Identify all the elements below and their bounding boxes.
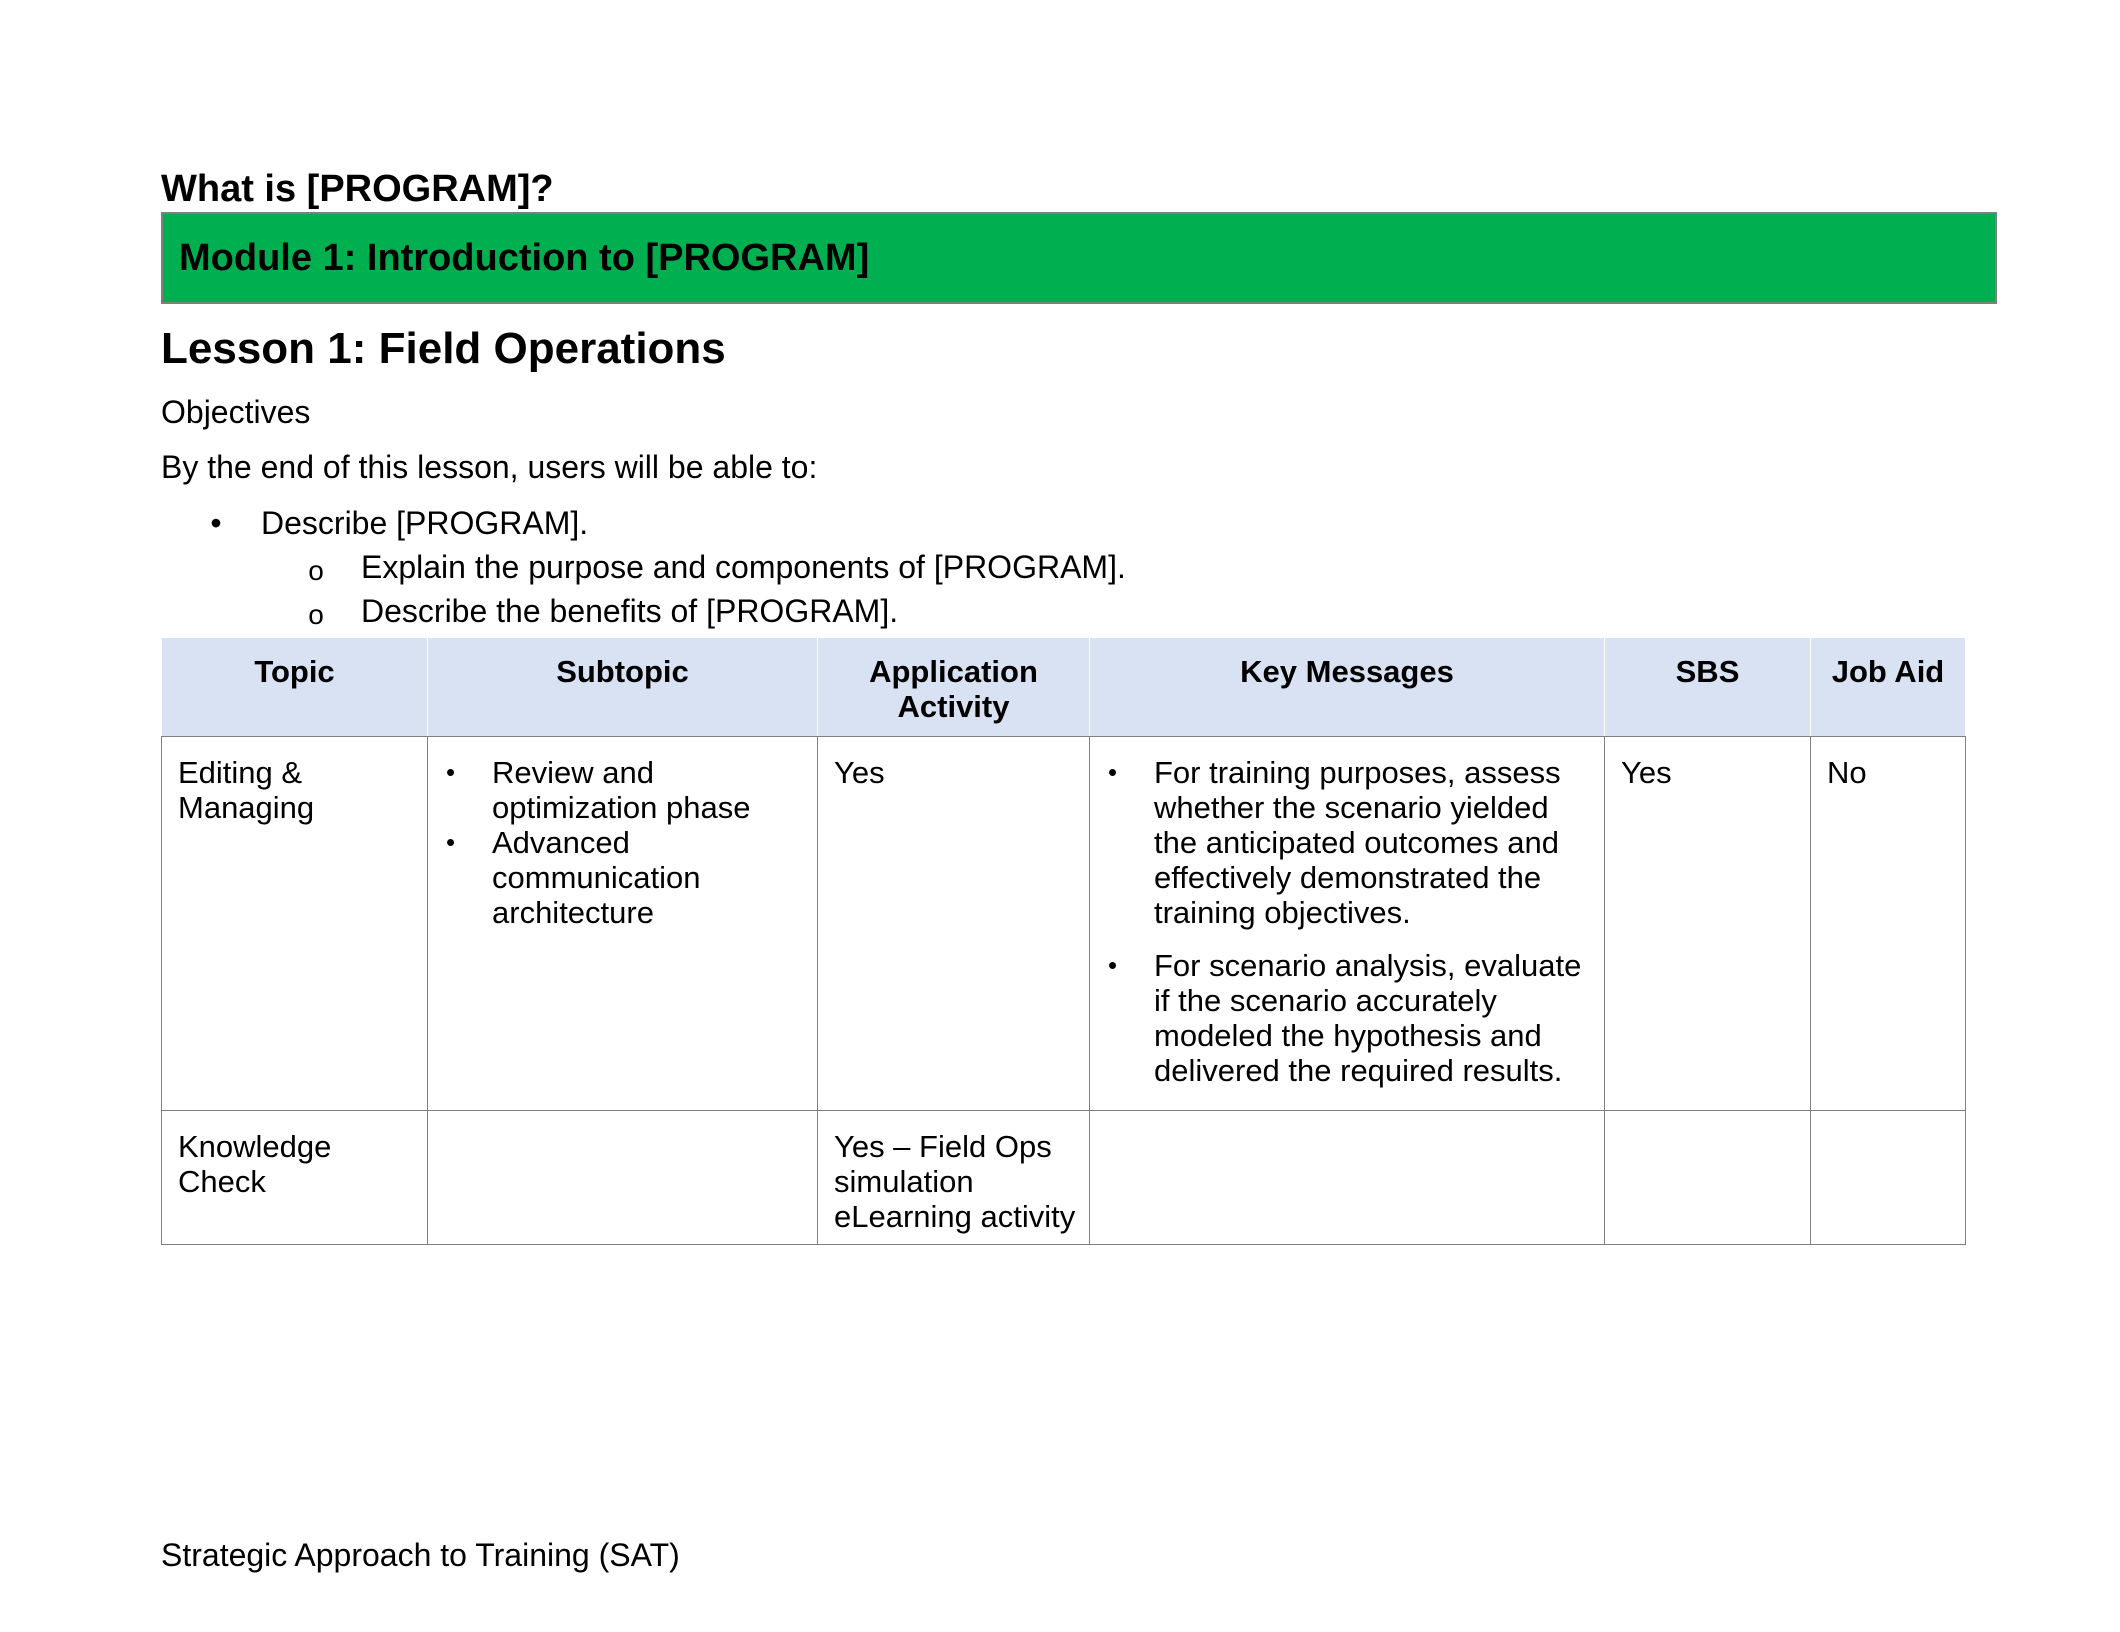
subtopic-list <box>442 755 803 930</box>
cell-topic: Editing & Managing <box>162 736 428 1110</box>
subtopic-item: • Review and optimization phase <box>492 755 803 825</box>
sub-bullet-marker: o <box>308 555 324 586</box>
cell-application-activity: Yes <box>818 736 1090 1110</box>
subtopic-item: • Advanced communication architecture <box>492 825 803 930</box>
lesson-title: Lesson 1: Field Operations <box>161 324 726 373</box>
objectives-intro: By the end of this lesson, users will be able to: <box>161 449 818 485</box>
header-application-activity: Application Activity <box>818 638 1090 736</box>
cell-key-messages <box>1090 736 1605 1110</box>
cell-job-aid <box>1811 1110 1966 1244</box>
header-topic: Topic <box>162 638 428 736</box>
key-messages-list <box>1104 755 1590 1088</box>
cell-subtopic <box>428 1110 818 1244</box>
objectives-label: Objectives <box>161 394 311 430</box>
header-key-messages: Key Messages <box>1090 638 1605 736</box>
bullet-marker: • <box>210 505 222 541</box>
cell-application-activity: Yes – Field Ops simulation eLearning activity <box>818 1110 1090 1244</box>
sub-bullet-marker: o <box>308 599 324 630</box>
header-sbs: SBS <box>1605 638 1811 736</box>
objective-text: Explain the purpose and components of [PROGRAM]. <box>361 549 1126 585</box>
table-row <box>162 1110 1966 1244</box>
objective-text: Describe the benefits of [PROGRAM]. <box>361 593 899 629</box>
cell-job-aid: No <box>1811 736 1966 1110</box>
key-message-item: • For scenario analysis, evaluate if the scenario accurately modeled the hypothesis and delivered the required results. <box>1154 948 1590 1088</box>
cell-sbs <box>1605 1110 1811 1244</box>
page-footer: Strategic Approach to Training (SAT) <box>161 1537 680 1573</box>
cell-sbs: Yes <box>1605 736 1811 1110</box>
cell-subtopic <box>428 736 818 1110</box>
module-banner <box>161 212 1997 304</box>
table-header-row <box>162 638 1966 736</box>
key-message-item: • For training purposes, assess whether the scenario yielded the anticipated outcomes and effectively demonstrated the training objectives. <box>1154 755 1590 930</box>
cell-key-messages <box>1090 1110 1605 1244</box>
table-row <box>162 736 1966 1110</box>
module-title: Module 1: Introduction to [PROGRAM] <box>179 236 870 279</box>
objective-text: Describe [PROGRAM]. <box>261 505 589 541</box>
lesson-plan-table <box>161 638 1966 1245</box>
page-heading: What is [PROGRAM]? <box>161 168 554 210</box>
cell-topic: Knowledge Check <box>162 1110 428 1244</box>
header-job-aid: Job Aid <box>1811 638 1966 736</box>
header-subtopic: Subtopic <box>428 638 818 736</box>
